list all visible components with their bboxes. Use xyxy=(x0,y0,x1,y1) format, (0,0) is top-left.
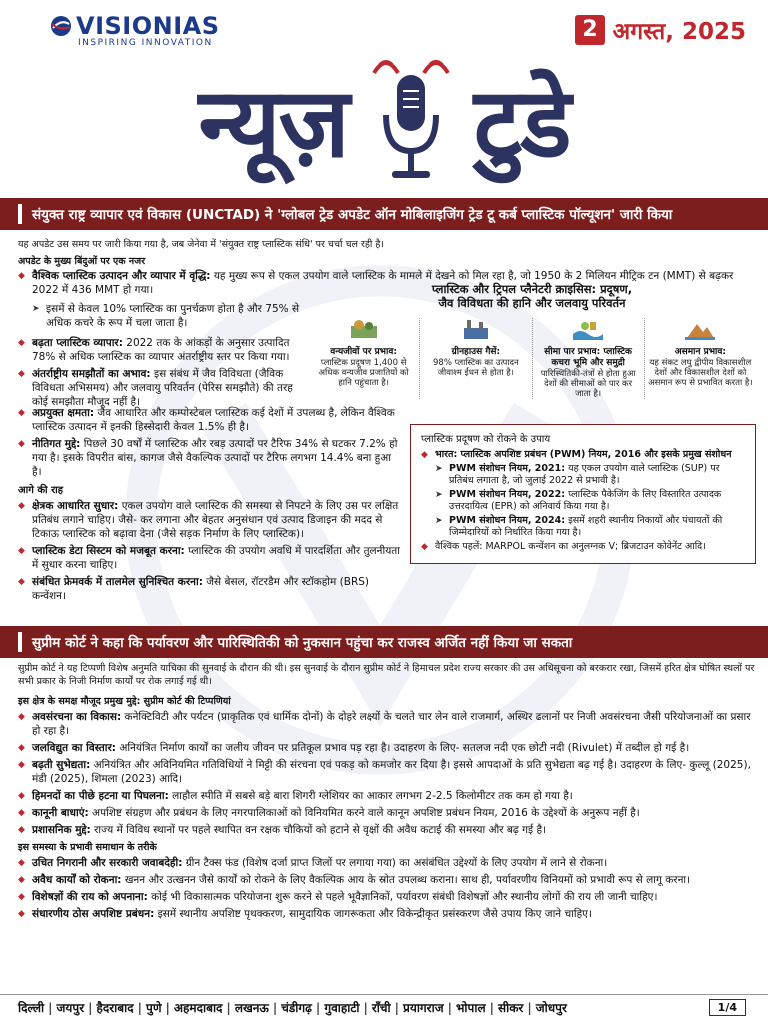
center-link[interactable]: चंडीगढ़ xyxy=(281,1001,312,1015)
list-item: ◆ वैश्विक पहलें: MARPOL कन्वेंशन का अनुलग्नक V; ब्रिजटाउन कोवेनेंट आदि। xyxy=(421,541,745,553)
center-link[interactable]: प्रयागराज xyxy=(403,1001,444,1015)
center-link[interactable]: अहमदाबाद xyxy=(173,1001,223,1015)
date-month-year: अगस्त, 2025 xyxy=(612,19,746,45)
infographic-title-2: जैव विविधता की हानि और जलवायु परिवर्तन xyxy=(438,296,626,310)
center-list: दिल्ली | जयपुर | हैदराबाद | पुणे | अहमदाबाद | लखनऊ | चंडीगढ़ | गुवाहाटी | राँची | प्रयागराज | भोपाल | सीकर | जोधपुर xyxy=(18,1001,567,1015)
way-forward-heading: आगे की राह xyxy=(18,485,64,496)
microphone-icon xyxy=(366,59,456,187)
date-day: 2 xyxy=(575,15,604,45)
list-item: ➤ इसमें से केवल 10% प्लास्टिक का पुनर्चक्रण होता है और 75% से अधिक कचरे के रूप में चला जाता है। xyxy=(32,302,308,330)
center-link[interactable]: जोधपुर xyxy=(535,1001,567,1015)
center-link[interactable]: गुवाहाटी xyxy=(324,1001,360,1015)
list-item: ◆ जलविद्युत का विस्तार: अनियंत्रित निर्माण कार्यों का जलीय जीवन पर प्रतिकूल प्रभाव पड़ रहा है। उदाहरण के लिए- सतलज नदी एक छोटी नदी (Rivulet) में तब्दील हो गई है। xyxy=(18,741,758,755)
list-item: ➤ PWM संशोधन नियम, 2021: यह एकल उपयोग वाले प्लास्टिक (SUP) पर प्रतिबंध लगाता है, जो जुलाई 2022 से प्रभावी है। xyxy=(435,463,745,487)
center-link[interactable]: जयपुर xyxy=(56,1001,85,1015)
page-number: 1/4 xyxy=(709,999,746,1016)
section1-subhead: अपडेट के मुख्य बिंदुओं पर एक नजर xyxy=(18,256,146,267)
footer xyxy=(0,994,768,1020)
factory-icon xyxy=(461,318,491,340)
list-item: ◆ विशेषज्ञों की राय को अपनाना: कोई भी विकासात्मक परियोजना शुरू करने से पहले भूवैज्ञानिकों, पर्यावरण संबंधी विशेषज्ञों और स्थानीय लोगों की राय ली जानी चाहिए। xyxy=(18,890,758,904)
masthead-today: टुडे xyxy=(473,67,570,179)
issue-date xyxy=(575,14,746,46)
infographic-triple-crisis xyxy=(308,282,756,410)
list-item: ◆ उचित निगरानी और सरकारी जवाबदेही: ग्रीन टैक्स फंड (विशेष दर्जा प्राप्त जिलों पर लगाया गया) का असंबंधित उद्देश्यों के लिए उपयोग में लाने से रोकना। xyxy=(18,856,758,870)
center-link[interactable]: भोपाल xyxy=(456,1001,486,1015)
list-item: ◆ बढ़ती सुभेद्यता: अनियंत्रित और अविनियमित गतिविधियों ने मिट्टी की संरचना एवं पकड़ को कमजोर कर दिया है। इससे आपदाओं के प्रति सुभेद्यता बढ़ गई है। उदाहरण के लिए- कुल्लू (2025), मंडी (2025), शिमला (2023) आदि। xyxy=(18,758,758,786)
header xyxy=(0,0,768,60)
info-col-ghg: ग्रीनहाउस गैसें: 98% प्लास्टिक का उत्पादन जीवाश्म ईंधन से होता है। xyxy=(420,318,532,399)
list-item: ◆ वैश्विक प्लास्टिक उत्पादन और व्यापार में वृद्धि: यह मुख्य रूप से एकल उपयोग वाले प्लास्टिक के मामले में देखने को मिल रहा है, जो 1950 के 2 मिलियन मीट्रिक टन (MMT) से बढ़कर 2022 में 436 MMT हो गया। xyxy=(18,269,756,297)
prevention-title: प्लास्टिक प्रदूषण को रोकने के उपाय xyxy=(421,434,551,445)
logo-name: VISIONIAS xyxy=(76,12,220,40)
list-item: ➤ PWM संशोधन नियम, 2022: प्लास्टिक पैकेजिंग के लिए विस्तारित उत्पादक उत्तरदायित्व (EPR) को अनिवार्य किया गया है। xyxy=(435,489,745,513)
list-item: ◆ संधारणीय ठोस अपशिष्ट प्रबंधन: इसमें स्थानीय अपशिष्ट पृथक्करण, सामुदायिक जागरूकता और विकेन्द्रीकृत प्रसंस्करण जैसे उपाय किए जाने चाहिए। xyxy=(18,907,758,921)
ocean-waste-icon xyxy=(573,318,603,340)
list-item: ◆ नीतिगत मुद्दे: पिछले 30 वर्षों में प्लास्टिक और रबड़ उत्पादों पर टैरिफ 34% से घटकर 7.2% हो गया है। इसके विपरीत बांस, कागज जैसे वैकल्पिक उत्पादों पर टैरिफ लगभग 14.4% बना हुआ है। xyxy=(18,437,402,479)
list-item: ◆ प्लास्टिक डेटा सिस्टम को मजबूत करना: प्लास्टिक की उपयोग अवधि में पारदर्शिता और तुलनीयता में सुधार करना चाहिए। xyxy=(18,544,402,572)
section2-subhead-issues: इस क्षेत्र के समक्ष मौजूद प्रमुख मुद्दे: सुप्रीम कोर्ट की टिप्पणियां xyxy=(18,696,231,707)
center-link[interactable]: हैदराबाद xyxy=(96,1001,134,1015)
list-item: ◆ संबंधित फ्रेमवर्क में तालमेल सुनिश्चित करना: जैसे बेसल, रॉटरडैम और स्टॉकहोम (BRS) कन्वेंशन। xyxy=(18,575,402,603)
list-item: ◆ क्षेत्रक आधारित सुधार: एकल उपयोग वाले प्लास्टिक की समस्या से निपटने के लिए उस पर लक्षित प्रतिबंध लगाने चाहिए। जैसे- कर लगाना और बेहतर अनुसंधान एवं उत्पाद डिजाइन की मदद से टिकाऊ प्लास्टिक को बढ़ावा देना (जैसे सड़क निर्माण के लिए प्लास्टिक)। xyxy=(18,499,402,541)
list-item: ◆ अप्रयुक्त क्षमता: जैव आधारित और कम्पोस्टेबल प्लास्टिक कई देशों में उपलब्ध है, लेकिन वैश्विक प्लास्टिक उत्पादन में इनकी हिस्सेदारी केवल 1.5% ही है। xyxy=(18,406,402,434)
section-banner-supreme-court xyxy=(0,626,768,658)
list-item: ◆ अंतर्राष्ट्रीय समझौतों का अभाव: इस संबंध में जैव विविधता (जैविक विविधता अभिसमय) और जलवायु परिवर्तन (पेरिस समझौते) की तरह कोई समझौता मौजूद नहीं है। xyxy=(18,367,308,409)
logo-tagline: INSPIRING INNOVATION xyxy=(78,38,213,48)
center-link[interactable]: राँची xyxy=(371,1001,391,1015)
section2-issues xyxy=(18,710,758,924)
list-item: ◆ हिमनदों का पीछे हटना या पिघलना: लाहौल स्पीति में सबसे बड़े बारा शिगरी ग्लेशियर का आकार लगभग 2-2.5 किलोमीटर तक कम हो गया है। xyxy=(18,789,758,803)
list-item: ◆ कानूनी बाधाएं: अपशिष्ट संग्रहण और प्रबंधन के लिए नगरपालिकाओं को विनियमित करने वाले कानून अपशिष्ट प्रबंधन नियम, 2016 के उद्देश्यों के अनुरूप नहीं है। xyxy=(18,806,758,820)
section-banner-unctad xyxy=(0,198,768,230)
prevention-measures-box xyxy=(410,424,756,564)
masthead xyxy=(0,58,768,188)
brand-logo[interactable] xyxy=(50,14,220,49)
section1-left-column-lower xyxy=(18,406,402,606)
list-item: ◆ प्रशासनिक मुद्दे: राज्य में विविध स्थानों पर पहले स्थापित वन रक्षक चौकियों को हटाने से वृक्षों की अवैध कटाई की समस्या और बढ़ गई है। xyxy=(18,823,758,837)
center-link[interactable]: लखनऊ xyxy=(234,1001,269,1015)
wildlife-icon xyxy=(349,318,379,340)
list-item: ◆ भारत: प्लास्टिक अपशिष्ट प्रबंधन (PWM) नियम, 2016 और इसके प्रमुख संशोधन ➤ PWM संशोधन नियम, 2021: यह एकल उपयोग वाले प्लास्टिक (SUP) पर प्रतिबंध लगाता है, जो जुलाई 2022 से प्रभावी है। ➤ PWM संशोधन नियम, 2022: प्लास्टिक पैकेजिंग के लिए विस्तारित उत्पादक उत्तरदायित्व (EPR) को अनिवार्य किया गया है। ➤ PWM संशोधन नियम, 2024: इसमें शहरी स्थानीय निकायों और पंचायतों की जिम्मेदारियों को निर्धारित किया गया है। xyxy=(421,449,745,539)
section2-intro: सुप्रीम कोर्ट ने यह टिप्पणी विशेष अनुमति याचिका की सुनवाई के दौरान की थी। इस सुनवाई के दौरान सुप्रीम कोर्ट ने हिमाचल प्रदेश राज्य सरकार की उस अधिसूचना को बरकरार रखा, जिसमें हरित क्षेत्र घोषित स्थलों पर सभी प्रकार के निजी निर्माण कार्यों पर रोक लगाई गई थी। xyxy=(18,663,755,687)
center-link[interactable]: दिल्ली xyxy=(18,1001,45,1015)
section1-left-column xyxy=(18,300,308,412)
section2-subhead-solutions: इस समस्या के प्रभावी समाधान के तरीके xyxy=(18,842,157,853)
list-item: ◆ अवैध कार्यों को रोकना: खनन और उत्खनन जैसे कार्यों को रोकने के लिए वैकल्पिक आय के स्रोत उपलब्ध कराना। साथ ही, पर्यावरणीय विनियमों को प्रभावी रूप से लागू करना। xyxy=(18,873,758,887)
center-link[interactable]: सीकर xyxy=(498,1001,524,1015)
infographic-title: प्लास्टिक और ट्रिपल प्लैनेटरी क्राइसिस: प्रदूषण, xyxy=(431,282,633,296)
info-col-unequal: असमान प्रभाव: यह संकट लघु द्वीपीय विकासशील देशों और विकासशील देशों को असमान रूप से प्रभावित करता है। xyxy=(645,318,756,399)
section-title: सुप्रीम कोर्ट ने कहा कि पर्यावरण और पारिस्थितिकी को नुकसान पहुंचा कर राजस्व अर्जित नहीं किया जा सकता xyxy=(32,635,573,651)
list-item: ➤ PWM संशोधन नियम, 2024: इसमें शहरी स्थानीय निकायों और पंचायतों की जिम्मेदारियों को निर्धारित किया गया है। xyxy=(435,515,745,539)
section-title: संयुक्त राष्ट्र व्यापार एवं विकास (UNCTAD) ने 'ग्लोबल ट्रेड अपडेट ऑन मोबिलाइजिंग ट्रेड टू कर्ब प्लास्टिक पॉल्यूशन' जारी किया xyxy=(32,207,673,223)
section1-intro: यह अपडेट उस समय पर जारी किया गया है, जब जेनेवा में 'संयुक्त राष्ट्र प्लास्टिक संधि' पर चर्चा चल रही है। xyxy=(18,239,385,250)
island-icon xyxy=(685,318,715,340)
info-col-transboundary: सीमा पार प्रभाव: प्लास्टिक कचरा भूमि और समुद्री पारिस्थितिकी-तंत्रों से होता हुआ देशों की सीमाओं को पार कर जाता है। xyxy=(533,318,645,399)
info-col-wildlife: वन्यजीवों पर प्रभाव: प्लास्टिक प्रदूषण 1,400 से अधिक वन्यजीव प्रजातियों को हानि पहुंचाता है। xyxy=(308,318,420,399)
list-item: ◆ अवसंरचना का विकास: कनेक्टिविटी और पर्यटन (प्राकृतिक एवं धार्मिक दोनों) के दोहरे लक्ष्यों के चलते चार लेन वाले राजमार्ग, अस्थिर ढलानों पर निजी अवसंरचना जैसी परियोजनाओं का प्रसार हो रहा है। xyxy=(18,710,758,738)
masthead-news: न्यूज़ xyxy=(198,67,348,179)
center-link[interactable]: पुणे xyxy=(146,1001,162,1015)
logo-globe-icon xyxy=(50,15,72,37)
list-item: ◆ बढ़ता प्लास्टिक व्यापार: 2022 तक के आंकड़ों के अनुसार उत्पादित 78% से अधिक प्लास्टिक का व्यापार अंतर्राष्ट्रीय स्तर पर किया गया। xyxy=(18,336,308,364)
